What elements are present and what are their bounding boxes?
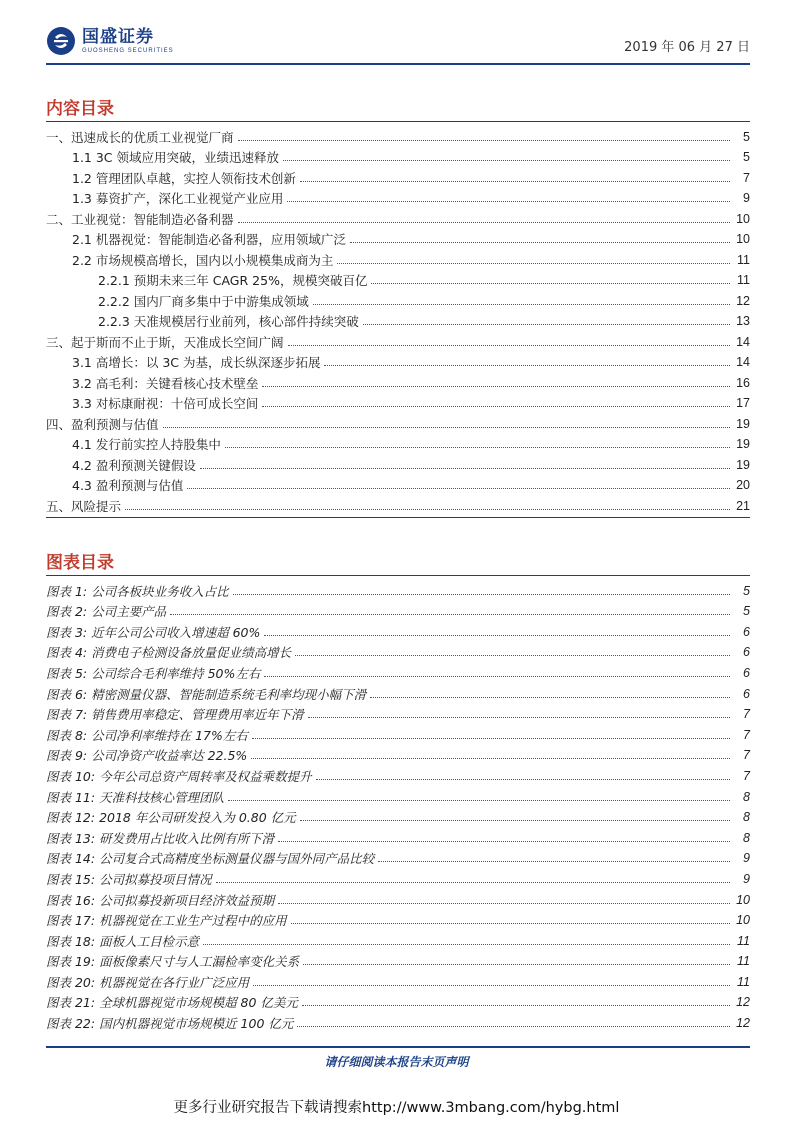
- figure-entry[interactable]: [46, 949, 750, 970]
- toc-entry-page: 19: [736, 437, 750, 451]
- leader-dots: [203, 944, 730, 945]
- figure-entry-label: 图表 18: 面板人工目检示意: [46, 933, 200, 949]
- figure-entry[interactable]: [46, 805, 750, 826]
- toc-entry-page: 16: [736, 375, 750, 390]
- toc-entry[interactable]: [46, 268, 750, 289]
- toc-entry-page: 14: [736, 334, 750, 349]
- toc-entry-page: 11: [737, 273, 750, 287]
- toc-entry-label: 4.2 盈利预测关键假设: [72, 457, 196, 473]
- figure-entry-label: 图表 12: 2018 年公司研发投入为 0.80 亿元: [46, 810, 296, 826]
- figure-entry-label: 图表 2: 公司主要产品: [46, 604, 167, 620]
- leader-dots: [316, 779, 730, 780]
- figure-entry-page: 11: [737, 933, 750, 948]
- figure-entry[interactable]: [46, 866, 750, 887]
- toc-entry-page: 11: [737, 252, 750, 267]
- figure-entry-page: 9: [743, 871, 750, 886]
- figure-entry[interactable]: [46, 969, 750, 990]
- leader-dots: [253, 985, 730, 986]
- toc-entry-label: 四、盈利预测与估值: [46, 416, 159, 432]
- figure-entry-label: 图表 8: 公司净利率维持在 17%左右: [46, 727, 248, 743]
- company-logo: [46, 24, 174, 58]
- toc-entry[interactable]: [46, 165, 750, 186]
- leader-dots: [300, 181, 730, 182]
- report-date: 2019 年 06 月 27 日: [624, 40, 750, 55]
- toc-entry[interactable]: [46, 186, 750, 207]
- figure-entry-label: 图表 11: 天准科技核心管理团队: [46, 789, 225, 805]
- leader-dots: [283, 160, 730, 161]
- figure-entry-label: 图表 1: 公司各板块业务收入占比: [46, 583, 229, 599]
- figure-entry-label: 图表 17: 机器视觉在工业生产过程中的应用: [46, 913, 287, 929]
- toc-entry[interactable]: [46, 452, 750, 473]
- footer-divider: [46, 1046, 750, 1048]
- leader-dots: [278, 903, 730, 904]
- leader-dots: [295, 655, 730, 656]
- leader-dots: [225, 447, 730, 448]
- logo-english-name: GUOSHENG SECURITIES: [82, 48, 174, 54]
- figure-entry-label: 图表 6: 精密测量仪器、智能制造系统毛利率均现小幅下滑: [46, 686, 367, 702]
- toc-entry[interactable]: [46, 493, 750, 514]
- toc-entry[interactable]: [46, 432, 750, 453]
- figure-entry-page: 7: [743, 748, 750, 763]
- toc-entry-page: 10: [736, 211, 750, 226]
- figure-entry[interactable]: [46, 908, 750, 929]
- figure-entry-label: 图表 19: 面板像素尺寸与人工漏检率变化关系: [46, 954, 300, 970]
- figure-entry-label: 图表 3: 近年公司公司收入增速超 60%: [46, 624, 261, 640]
- toc-entry-page: 21: [736, 498, 750, 513]
- figure-list-title-divider: [46, 575, 750, 576]
- figure-entry[interactable]: [46, 660, 750, 681]
- figure-entry-page: 8: [743, 810, 750, 825]
- leader-dots: [264, 635, 730, 636]
- toc-entry-page: 14: [736, 355, 750, 369]
- figure-entry-page: 7: [743, 768, 750, 783]
- figure-entry-page: 7: [743, 707, 750, 722]
- toc-entry[interactable]: [46, 350, 750, 371]
- figure-entry[interactable]: [46, 763, 750, 784]
- toc-entry-label: 3.3 对标康耐视：十倍可成长空间: [72, 396, 259, 411]
- leader-dots: [233, 594, 730, 595]
- figure-entry[interactable]: [46, 990, 750, 1011]
- figure-entry-label: 图表 7: 销售费用率稳定、管理费用率近年下滑: [46, 707, 304, 723]
- toc-entry-label: 3.2 高毛利：关键看核心技术壁垒: [72, 375, 259, 391]
- figure-entry-page: 9: [743, 851, 750, 866]
- toc-entry-page: 20: [736, 478, 750, 492]
- leader-dots: [252, 738, 730, 739]
- figure-entry-label: 图表 9: 公司净资产收益率达 22.5%: [46, 748, 248, 764]
- leader-dots: [287, 201, 730, 202]
- figure-entry[interactable]: [46, 619, 750, 640]
- figure-entry-page: 8: [743, 789, 750, 804]
- leader-dots: [302, 1005, 730, 1006]
- leader-dots: [264, 676, 730, 677]
- figure-entry-label: 图表 20: 机器视觉在各行业广泛应用: [46, 974, 250, 990]
- leader-dots: [300, 820, 730, 821]
- toc-entry[interactable]: [46, 247, 750, 268]
- guosheng-logo-icon: [46, 26, 76, 56]
- leader-dots: [288, 345, 730, 346]
- figure-entry[interactable]: [46, 1010, 750, 1031]
- toc-entry[interactable]: [46, 309, 750, 330]
- leader-dots: [297, 1026, 730, 1027]
- leader-dots: [370, 697, 730, 698]
- leader-dots: [324, 365, 730, 366]
- toc-entry[interactable]: [46, 145, 750, 166]
- toc-entry-label: 1.1 3C 领域应用突破，业绩迅速释放: [72, 150, 280, 165]
- toc-title-divider: [46, 121, 750, 122]
- figure-entry-label: 图表 5: 公司综合毛利率维持 50%左右: [46, 665, 261, 681]
- leader-dots: [278, 841, 730, 842]
- figure-entry[interactable]: [46, 599, 750, 620]
- leader-dots: [125, 509, 730, 510]
- figure-entry-label: 图表 22: 国内机器视觉市场规模近 100 亿元: [46, 1016, 294, 1032]
- toc-entry-label: 1.2 管理团队卓越，实控人领衔技术创新: [72, 170, 296, 186]
- figure-entry[interactable]: [46, 578, 750, 599]
- figure-entry[interactable]: [46, 702, 750, 723]
- figure-entry-page: 12: [736, 1016, 750, 1031]
- leader-dots: [216, 882, 730, 883]
- figure-entry[interactable]: [46, 846, 750, 867]
- leader-dots: [313, 304, 730, 305]
- toc-title: 内容目录: [46, 99, 114, 119]
- toc-entry-label: 1.3 募资扩产，深化工业视觉产业应用: [72, 191, 284, 206]
- leader-dots: [378, 861, 730, 862]
- toc-entry[interactable]: [46, 288, 750, 309]
- figure-entry-page: 8: [743, 830, 750, 845]
- toc-entry-page: 7: [743, 170, 750, 185]
- figure-entry[interactable]: [46, 784, 750, 805]
- leader-dots: [262, 386, 730, 387]
- figure-entry-page: 6: [743, 665, 750, 680]
- toc-entry-page: 13: [736, 314, 750, 328]
- leader-dots: [170, 614, 730, 615]
- figure-entry-label: 图表 14: 公司复合式高精度坐标测量仪器与国外同产品比较: [46, 851, 375, 867]
- figure-entry-label: 图表 13: 研发费用占比收入比例有所下滑: [46, 830, 275, 846]
- leader-dots: [228, 800, 730, 801]
- leader-dots: [363, 324, 730, 325]
- figure-entry-label: 图表 21: 全球机器视觉市场规模超 80 亿美元: [46, 995, 298, 1011]
- figure-entry-label: 图表 15: 公司拟募投项目情况: [46, 871, 212, 887]
- leader-dots: [262, 406, 730, 407]
- figure-entry-page: 5: [743, 604, 750, 619]
- toc-entry-page: 9: [743, 191, 750, 205]
- leader-dots: [350, 242, 730, 243]
- figure-entry-page: 10: [736, 913, 750, 928]
- leader-dots: [291, 923, 730, 924]
- disclaimer-note: 请仔细阅读本报告末页声明: [324, 1055, 469, 1069]
- figure-entry-page: 6: [743, 624, 750, 639]
- figure-entry-page: 10: [736, 892, 750, 907]
- toc-entry-label: 五、风险提示: [46, 498, 122, 514]
- leader-dots: [238, 140, 730, 141]
- header-divider: [46, 63, 750, 65]
- toc-entry-label: 4.1 发行前实控人持股集中: [72, 437, 221, 452]
- page-header: [46, 22, 750, 62]
- figure-entry[interactable]: [46, 722, 750, 743]
- figure-entry-page: 7: [743, 727, 750, 742]
- figure-entry[interactable]: [46, 825, 750, 846]
- leader-dots: [251, 758, 730, 759]
- leader-dots: [187, 488, 730, 489]
- figure-entry-page: 12: [736, 995, 750, 1010]
- download-link-text[interactable]: 更多行业研究报告下载请搜索http://www.3mbang.com/hybg.html: [173, 1100, 620, 1116]
- toc-entry-page: 17: [736, 396, 750, 410]
- leader-dots: [303, 964, 730, 965]
- leader-dots: [163, 427, 730, 428]
- toc-entry-page: 5: [743, 129, 750, 144]
- figure-entry-page: 6: [743, 686, 750, 701]
- toc-entry-label: 2.2.1 预期未来三年 CAGR 25%，规模突破百亿: [98, 273, 368, 288]
- figure-entry[interactable]: [46, 928, 750, 949]
- toc-entry-label: 3.1 高增长：以 3C 为基，成长纵深逐步拓展: [72, 355, 321, 370]
- figure-entry-page: 6: [743, 645, 750, 660]
- figure-entry-page: 11: [737, 954, 750, 969]
- toc-entry[interactable]: [46, 473, 750, 494]
- toc-entry-label: 2.2.2 国内厂商多集中于中游集成领域: [98, 293, 309, 309]
- toc-end-divider: [46, 514, 750, 518]
- figure-list-title: 图表目录: [46, 553, 114, 573]
- figure-entry-label: 图表 4: 消费电子检测设备放量促业绩高增长: [46, 645, 292, 661]
- toc-entry[interactable]: [46, 206, 750, 227]
- figure-entry[interactable]: [46, 887, 750, 908]
- figure-entry[interactable]: [46, 640, 750, 661]
- toc-entry-label: 4.3 盈利预测与估值: [72, 478, 184, 493]
- figure-entry-page: 5: [743, 583, 750, 598]
- toc-entry-label: 三、起于斯而不止于斯，天准成长空间广阔: [46, 334, 284, 350]
- toc-entry-page: 19: [736, 416, 750, 431]
- figure-entry-label: 图表 16: 公司拟募投新项目经济效益预期: [46, 892, 275, 908]
- toc-entry[interactable]: [46, 329, 750, 350]
- figure-entry-label: 图表 10: 今年公司总资产周转率及权益乘数提升: [46, 768, 312, 784]
- toc-entry-label: 2.2 市场规模高增长，国内以小规模集成商为主: [72, 252, 334, 268]
- toc-entry-page: 5: [743, 150, 750, 164]
- toc-entry[interactable]: [46, 227, 750, 248]
- toc-entry-label: 二、工业视觉：智能制造必备利器: [46, 211, 234, 227]
- leader-dots: [200, 468, 730, 469]
- table-of-contents: [46, 124, 750, 518]
- toc-entry[interactable]: [46, 411, 750, 432]
- figure-entry-page: 11: [737, 974, 750, 989]
- leader-dots: [238, 222, 730, 223]
- toc-entry-label: 一、迅速成长的优质工业视觉厂商: [46, 129, 234, 145]
- list-of-figures: [46, 578, 750, 1031]
- toc-entry-label: 2.2.3 天准规模居行业前列，核心部件持续突破: [98, 314, 359, 329]
- logo-chinese-name: 国盛证券: [82, 27, 154, 47]
- toc-entry[interactable]: [46, 391, 750, 412]
- toc-entry-page: 12: [736, 293, 750, 308]
- toc-entry-label: 2.1 机器视觉：智能制造必备利器，应用领域广泛: [72, 232, 346, 247]
- toc-entry[interactable]: [46, 370, 750, 391]
- figure-entry[interactable]: [46, 681, 750, 702]
- toc-entry[interactable]: [46, 124, 750, 145]
- toc-entry-page: 19: [736, 457, 750, 472]
- leader-dots: [308, 717, 730, 718]
- figure-entry[interactable]: [46, 743, 750, 764]
- leader-dots: [371, 283, 730, 284]
- leader-dots: [337, 263, 730, 264]
- toc-entry-page: 10: [736, 232, 750, 246]
